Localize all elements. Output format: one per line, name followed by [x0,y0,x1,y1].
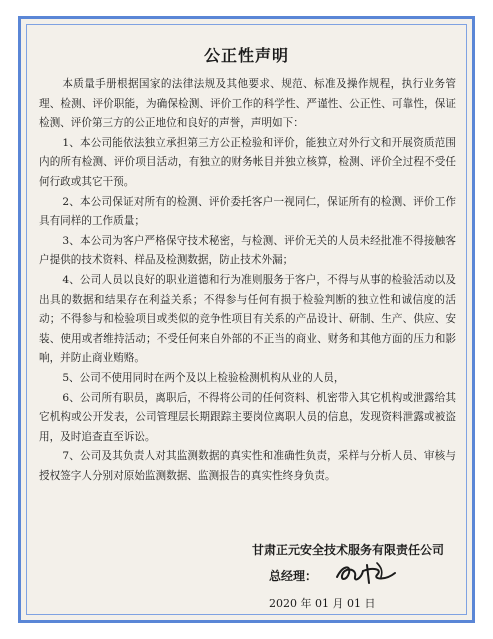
paragraph-intro: 本质量手册根据国家的法律法规及其他要求、规范、标准及操作规程，执行业务管理、检测、评价职能，为确保检测、评价工作的科学性、严谨性、公正性、可靠性，保证检测、评价第三方的公正地位和良好的声誉，声明如下： [39,78,456,130]
company-name: 甘肃正元安全技术服务有限责任公司 [251,543,444,557]
manager-label: 总经理： [269,569,318,583]
paragraph-4: 4、公司人员以良好的职业道德和行为准则服务于客户，不得与从事的检验活动以及出具的数据和结果存在利益关系；不得参与任何有损于检验判断的独立性和诚信度的活动；不得参与和检验项目或类似的竞争性项目有关系的产品设计、研制、生产、供应、安装、使用或者维持活动；不受任何来自外部的不正当的商业、财务和其他方面的压力和影响，并防止商业贿赂。 [39,273,456,365]
paragraph-6: 6、公司所有职员，离职后，不得将公司的任何资料、机密带入其它机构或泄露给其它机构或公开发表，公司管理层长期跟踪主要岗位离职人员的信息，发现资料泄露或被盗用，及时追查直至诉讼。 [39,391,456,443]
document-title: 公正性声明 [203,46,289,65]
paragraph-5: 5、公司不使用同时在两个及以上检验检测机构从业的人员， [62,371,345,384]
signing-date: 2020 年 01 月 01 日 [269,597,376,610]
paragraph-1: 1、本公司能依法独立承担第三方公正检验和评价，能独立对外行文和开展资质范围内的所有检测、评价项目活动，有独立的财务帐目并独立核算，检测、评价全过程不受任何行政或其它干预。 [39,136,456,188]
document-body [39,75,456,486]
paragraph-7: 7、公司及其负责人对其监测数据的真实性和准确性负责，采样与分析人员、审核与授权签字人分别对原始监测数据、监测报告的真实性终身负责。 [39,450,456,482]
document-frame [18,16,475,623]
paragraph-2: 2、本公司保证对所有的检测、评价委托客户一视同仁，保证所有的检测、评价工作具有同样的工作质量； [39,195,456,228]
paragraph-3: 3、本公司为客户严格保守技术秘密，与检测、评价无关的人员未经批准不得接触客户提供的技术资料、样品及检测数据，防止技术外漏； [39,234,456,267]
handwritten-signature-icon [333,557,403,587]
